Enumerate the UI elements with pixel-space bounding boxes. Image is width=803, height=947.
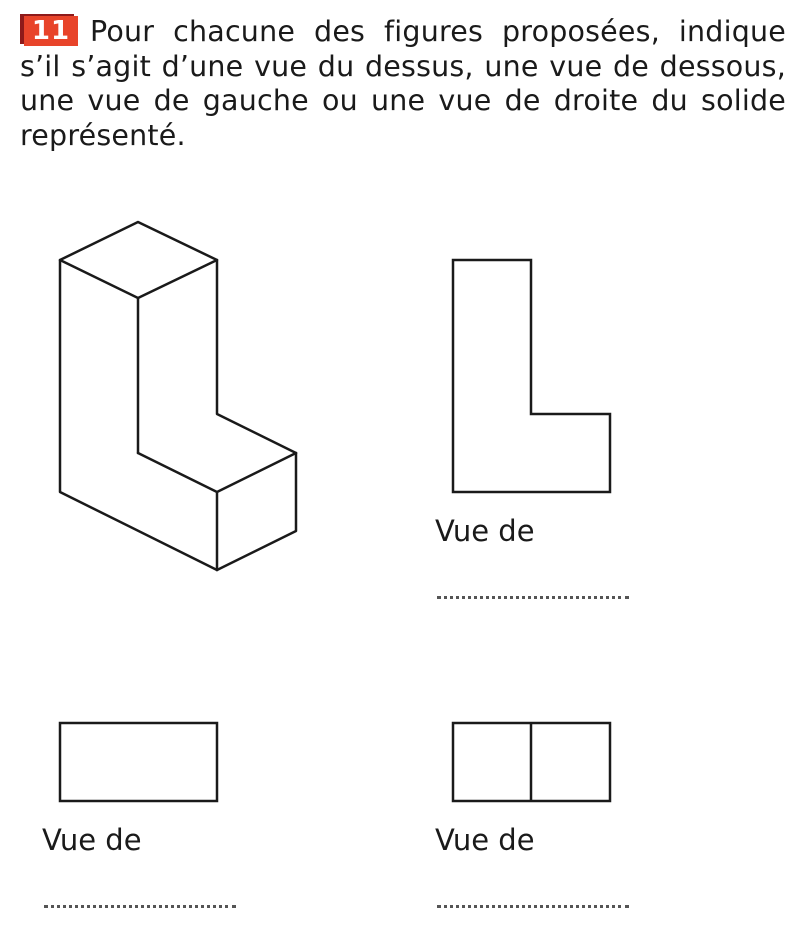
answer-field-two-squares[interactable] [437, 901, 629, 908]
view-label-rectangle: Vue de [42, 823, 142, 857]
view-label-l-shape: Vue de [435, 514, 535, 548]
view-label-two-squares: Vue de [435, 823, 535, 857]
answer-field-rectangle[interactable] [44, 901, 236, 908]
answer-field-l-shape[interactable] [437, 592, 629, 599]
exercise-number: 11 [24, 16, 78, 46]
exercise-text: Pour chacune des figures proposées, indique s’il s’agit d’une vue du dessus, une vue de dessous, une vue de gauche ou une vue de droite du solide représenté. [20, 15, 786, 152]
